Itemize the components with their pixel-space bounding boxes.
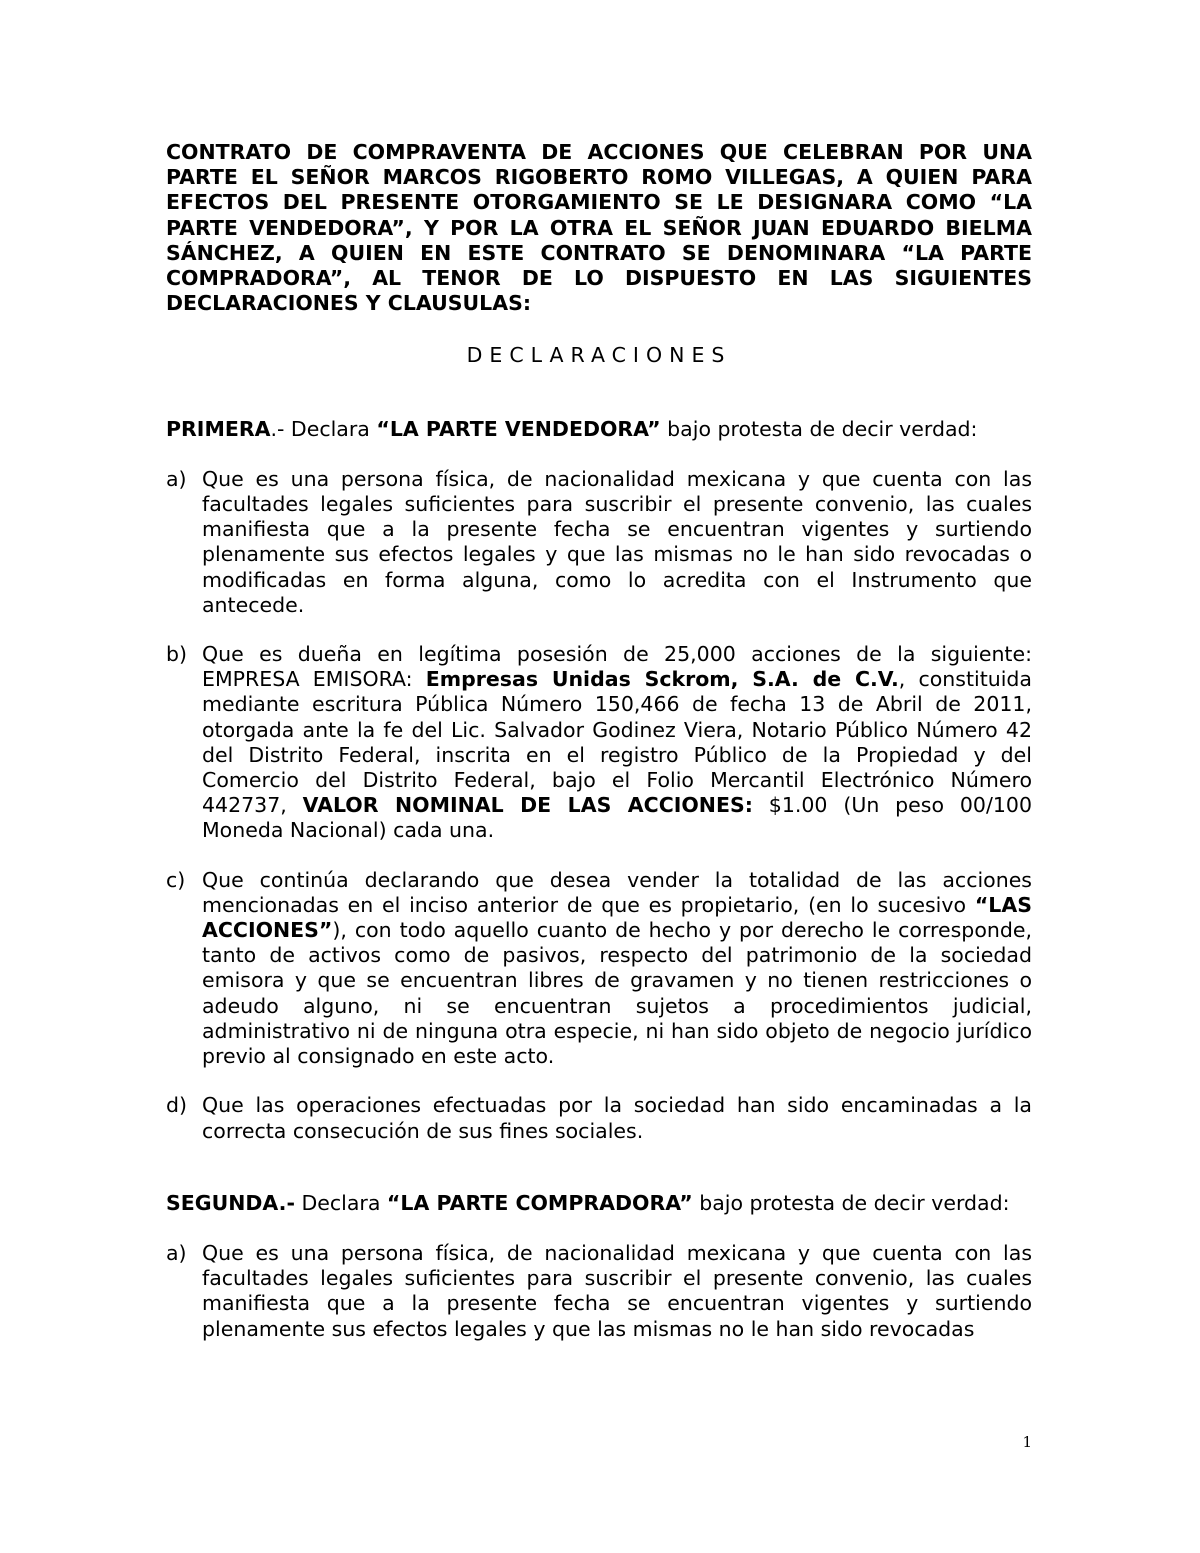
- segunda-label: SEGUNDA.-: [166, 1190, 295, 1215]
- item-text: Que continúa declarando que desea vender la totalidad de las acciones mencionadas en el inciso anterior de que es propietario, (en lo sucesivo: [202, 867, 1032, 917]
- document-body: [166, 140, 1032, 1342]
- item-marker: b): [166, 642, 188, 667]
- company-name: Empresas Unidas Sckrom, S.A. de C.V.: [425, 667, 899, 692]
- segunda-intro-pre: Declara: [294, 1190, 387, 1215]
- segunda-items-list: [166, 1241, 1032, 1342]
- segunda-intro-rest: bajo protesta de decir verdad:: [692, 1190, 1010, 1215]
- item-marker: c): [166, 867, 186, 892]
- contract-title: CONTRATO DE COMPRAVENTA DE ACCIONES QUE CELEBRAN POR UNA PARTE EL SEÑOR MARCOS RIGOBERTO ROMO VILLEGAS, A QUIEN PARA EFECTOS DEL PRESENTE OTORGAMIENTO SE LE DESIGNARA COMO “LA PARTE VENDEDORA”, Y POR LA OTRA EL SEÑOR JUAN EDUARDO BIELMA SÁNCHEZ, A QUIEN EN ESTE CONTRATO SE DENOMINARA “LA PARTE COMPRADORA”, AL TENOR DE LO DISPUESTO EN LAS SIGUIENTES DECLARACIONES Y CLAUSULAS:: [166, 140, 1032, 316]
- item-text: Que las operaciones efectuadas por la sociedad han sido encaminadas a la correcta consecución de sus fines sociales.: [202, 1093, 1032, 1143]
- defined-term: “LAS ACCIONES”: [202, 892, 1032, 943]
- item-marker: a): [166, 466, 187, 491]
- compradora-party-name: “LA PARTE COMPRADORA”: [386, 1190, 693, 1215]
- item-marker: a): [166, 1240, 187, 1265]
- list-item: [166, 467, 1032, 618]
- primera-label: PRIMERA: [166, 416, 271, 441]
- page-number: 1: [1022, 1433, 1032, 1451]
- item-text: $1.00 (Un peso 00/100 Moneda Nacional) cada una.: [202, 793, 1032, 843]
- declaraciones-heading: DECLARACIONES: [466, 343, 732, 368]
- item-text: Que es una persona física, de nacionalidad mexicana y que cuenta con las facultades legales suficientes para suscribir el presente convenio, las cuales manifiesta que a la presente fecha se encuentran vigentes y surtiendo plenamente sus efectos legales y que las mismas no le han sido revocadas o modificadas en forma alguna, como lo acredita con el Instrumento que antecede.: [202, 466, 1032, 617]
- vendedora-party-name: “LA PARTE VENDEDORA”: [376, 416, 661, 441]
- list-item: [166, 1093, 1032, 1143]
- list-item: [166, 868, 1032, 1070]
- primera-items-list: [166, 467, 1032, 1144]
- primera-separator: .- Declara: [270, 416, 377, 441]
- primera-declaration-intro: [166, 417, 1032, 442]
- list-item: [166, 1241, 1032, 1342]
- item-text: ), con todo aquello cuanto de hecho y por derecho le corresponde, tanto de activos como de pasivos, respecto del patrimonio de la sociedad emisora y que se encuentran libres de gravamen y no tienen restricciones o adeudo alguno, ni se encuentran sujetos a procedimientos judicial, administrativo ni de ninguna otra especie, ni han sido objeto de negocio jurídico previo al consignado en este acto.: [202, 918, 1032, 1069]
- item-marker: d): [166, 1093, 188, 1118]
- item-text: Que es una persona física, de nacionalidad mexicana y que cuenta con las facultades legales suficientes para suscribir el presente convenio, las cuales manifiesta que a la presente fecha se encuentran vigentes y surtiendo plenamente sus efectos legales y que las mismas no le han sido revocadas: [202, 1240, 1032, 1341]
- item-text: , constituida mediante escritura Pública Número 150,466 de fecha 13 de Abril de 2011, otorgada ante la fe del Lic. Salvador Godinez Viera, Notario Público Número 42 del Distrito Federal, inscrita en el registro Público de la Propiedad y del Comercio del Distrito Federal, bajo el Folio Mercantil Electrónico Número 442737,: [202, 667, 1032, 818]
- segunda-declaration-intro: [166, 1191, 1032, 1216]
- list-item: [166, 642, 1032, 844]
- nominal-value-label: VALOR NOMINAL DE LAS ACCIONES:: [302, 793, 753, 818]
- item-text: Que es dueña en legítima posesión de 25,000 acciones de la siguiente: EMPRESA EMISORA:: [202, 642, 1032, 692]
- primera-intro-rest: bajo protesta de decir verdad:: [660, 416, 978, 441]
